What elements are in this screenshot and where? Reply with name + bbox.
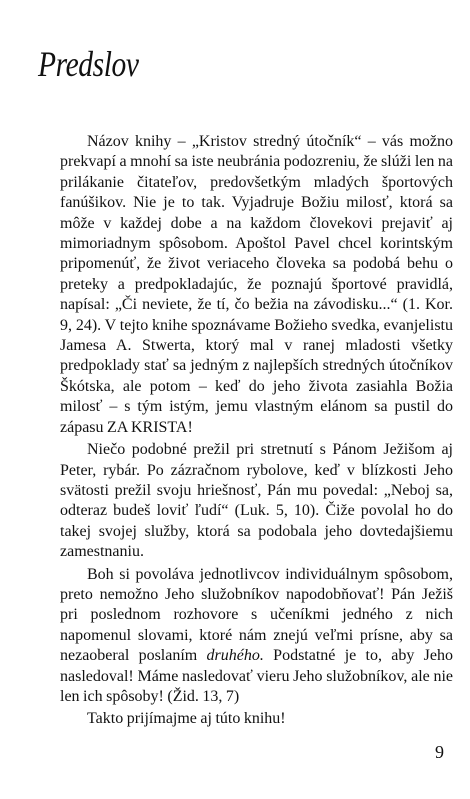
preface-text: [60, 132, 453, 732]
paragraph-3-italic-word: druhého.: [206, 647, 264, 665]
paragraph-1: Názov knihy – „Kristov stredný útočník“ – vás možno prekvapí a mnohí sa iste neubránia podozreniu, že slúži len na prilákanie čitateľov, predovšetkým mladých športových fanúšikov. Nie je to tak. Vyjadruje Božiu milosť, ktorá sa môže v každej dobe a na každom človekovi prejaviť aj mimoriadnym spôsobom. Apoštol Pavel chcel korintským pripomenúť, že život veriaceho človeka sa podobá behu o preteky a predpokladajúc, že poznajú športové pravidlá, napísal: „Či neviete, že tí, čo bežia na závodisku...“ (1. Kor. 9, 24). V tejto knihe spoznávame Božieho svedka, evanjelistu Jamesa A. Stwerta, ktorý mal v ranej mladosti všetky predpoklady stať sa jedným z najlepších stredných útočníkov Škótska, ale potom – keď do jeho života zasiahla Božia milosť – s tým istým, jemu vlastným elánom sa pustil do zápasu ZA KRISTA!: [60, 133, 453, 436]
paragraph-3-text-start: Boh si povoláva jednotlivcov individuálnym spôsobom, preto nemožno Jeho služobníkov napodobňovať! Pán Ježiš pri poslednom rozhovore s učeníkmi jedného z nich napomenul slovami, ktoré nám znejú veľmi prísne, aby sa nezaoberal poslaním: [60, 565, 453, 665]
paragraph-2: Niečo podobné prežil pri stretnutí s Pánom Ježišom aj Peter, rybár. Po zázračnom rybolove, keď v blízkosti Jeho svätosti prežil svoju hriešnosť, Pán mu povedal: „Neboj sa, odteraz budeš loviť ľudí“ (Luk. 5, 10). Čiže povolal ho do takej svojej služby, ktorá sa podobala jeho dovtedajšiemu zamestnaniu.: [60, 441, 453, 561]
paragraph-4: Takto prijímajme aj túto knihu!: [87, 710, 286, 728]
paragraph-3: [60, 565, 453, 708]
page-number: 9: [435, 742, 444, 762]
paragraph-3-text-end: Podstatné je to, aby Jeho nasledoval! Máme nasledovať vieru Jeho služobníkov, ale nie len ich spôsoby! (Žid. 13, 7): [60, 647, 453, 705]
page-title: Predslov: [38, 44, 139, 84]
